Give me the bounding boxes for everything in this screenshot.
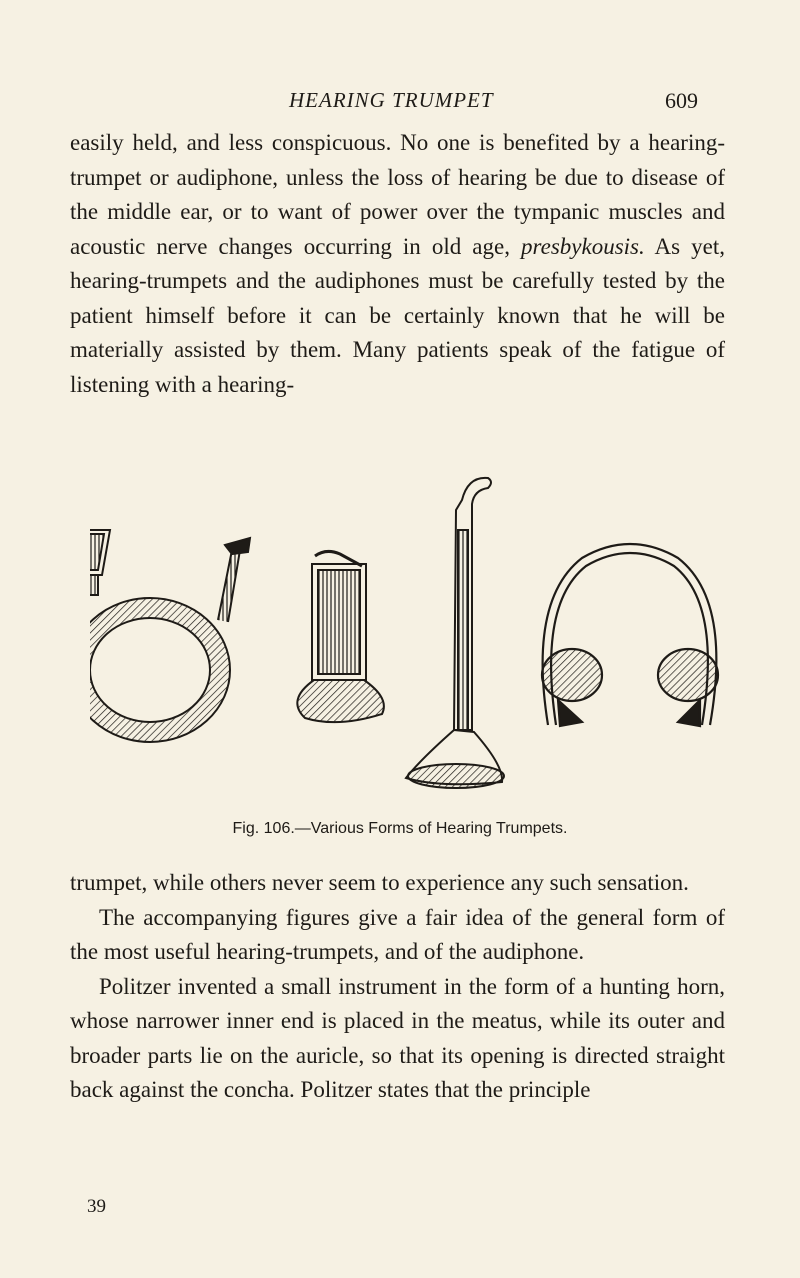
audiphone-illustration xyxy=(542,544,718,726)
top-text-block xyxy=(70,126,725,402)
tall-trumpet-illustration xyxy=(406,478,504,788)
bottom-text-block xyxy=(70,866,725,1108)
figure-caption: Fig. 106.—Various Forms of Hearing Trumpets. xyxy=(232,820,568,837)
signature-mark: 39 xyxy=(87,1196,106,1217)
paragraph-3: Politzer invented a small instrument in the form of a hunting horn, whose narrower inner end is placed in the meatus, while its outer and broader parts lie on the auricle, so that its opening is directed straight back against the concha. Politzer states that the principle xyxy=(70,973,725,1102)
continuation-paragraph: trumpet, while others never seem to experience any such sensation. xyxy=(70,870,689,895)
conical-trumpet-illustration xyxy=(297,551,384,722)
paragraph-1: easily held, and less conspicuous. No one is benefited by a hearing-trumpet or audiphone, unless the loss of hearing be due to disease of the middle ear, or to want of power over the tympanic muscles and acoustic nerve changes occurring in old age, presbykousis. As yet, hearing-trumpets and the audiphones must be carefully tested by the patient himself before it can be certainly known that he will be materially assisted by them. Many patients speak of the fatigue of listening with a hearing- xyxy=(70,130,725,397)
running-title: HEARING TRUMPET xyxy=(289,88,494,112)
hunting-horn-trumpet-illustration xyxy=(90,530,250,742)
paragraph-2: The accompanying figures give a fair idea of the general form of the most useful hearing-trumpets, and of the audiphone. xyxy=(70,904,725,964)
page-header xyxy=(0,84,800,124)
figure-hearing-trumpets xyxy=(90,470,730,820)
italic-term: presbykousis. xyxy=(521,233,645,259)
page-number: 609 xyxy=(665,88,698,113)
